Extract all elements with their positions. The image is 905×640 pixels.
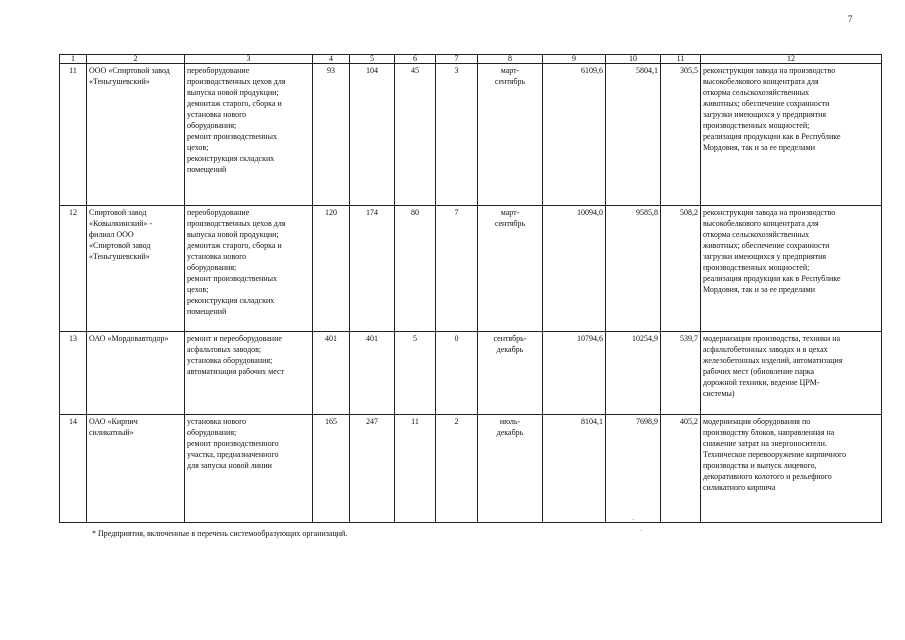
expected-result: модернизация оборудования по производству блоков, направленная на снижение затрат на энергоносители. Техническое перевооружение кирпичного производства и выпуск лицевого, декоративного колотого и рельефного силикатного кирпича [701,415,882,523]
cell-col5: 174 [350,206,395,332]
col-header: 9 [543,55,606,64]
cell-col10: 7698,9 [606,415,661,523]
col-header: 5 [350,55,395,64]
organization-name: ОАО «Мордовавтодор» [87,332,185,415]
cell-col7: 0 [436,332,478,415]
col-header: 7 [436,55,478,64]
period: март- сентябрь [478,64,543,206]
cell-col5: 247 [350,415,395,523]
cell-col9: 6109,6 [543,64,606,206]
planned-works: установка нового оборудования; ремонт производственного участка, предназначенного для запуска новой линии [185,415,313,523]
col-header: 1 [60,55,87,64]
table-row [60,332,882,415]
cell-col7: 2 [436,415,478,523]
expected-result: реконструкция завода на производство высокобелкового концентрата для откорма сельскохозяйственных животных; обеспечение сохранности загрузки имеющихся у предприятия производственных мощностей; реализация продукции как в Республике Мордовия, так и за ее пределами [701,206,882,332]
table-row [60,415,882,523]
cell-col7: 7 [436,206,478,332]
organization-name: ООО «Спиртовой завод «Теньгушевский» [87,64,185,206]
planned-works: ремонт и переоборудование асфальтовых заводов; установка оборудования; автоматизация рабочих мест [185,332,313,415]
cell-col11: 539,7 [661,332,701,415]
expected-result: реконструкция завода на производство высокобелкового концентрата для откорма сельскохозяйственных животных; обеспечение сохранности загрузки имеющихся у предприятия производственных мощностей; реализация продукции как в Республике Мордовия, так и за ее пределами [701,64,882,206]
enterprise-table [59,54,882,523]
col-header: 6 [395,55,436,64]
cell-col4: 401 [313,332,350,415]
table-row [60,206,882,332]
period: июль- декабрь [478,415,543,523]
scan-dot: · [640,527,643,535]
cell-col5: 104 [350,64,395,206]
cell-col7: 3 [436,64,478,206]
page-number: 7 [848,14,853,24]
row-number: 14 [60,415,87,523]
period: сентябрь- декабрь [478,332,543,415]
table-row [60,64,882,206]
cell-col6: 11 [395,415,436,523]
cell-col5: 401 [350,332,395,415]
column-number-row [60,55,882,64]
row-number: 13 [60,332,87,415]
col-header: 12 [701,55,882,64]
cell-col11: 405,2 [661,415,701,523]
cell-col4: 165 [313,415,350,523]
organization-name: ОАО «Кирпич силикатный» [87,415,185,523]
organization-name: Спиртовой завод «Ковылкинский» - филиал ООО «Спиртовой завод «Теньгушевский» [87,206,185,332]
col-header: 4 [313,55,350,64]
col-header: 2 [87,55,185,64]
cell-col9: 10794,6 [543,332,606,415]
expected-result: модернизация производства, техники на асфальтобетонных заводах и в цехах железобетонных изделий, автоматизация рабочих мест (обновление парка дорожной техники, ведение ЦРМ- системы) [701,332,882,415]
cell-col6: 5 [395,332,436,415]
planned-works: переоборудование производственных цехов для выпуска новой продукции; демонтаж старого, сборка и установка нового оборудования; ремонт производственных цехов; реконструкция складских помещений [185,64,313,206]
col-header: 3 [185,55,313,64]
footnote: * Предприятия, включенные в перечень системообразующих организаций. [92,529,348,538]
cell-col10: 5804,1 [606,64,661,206]
cell-col11: 508,2 [661,206,701,332]
cell-col9: 10094,0 [543,206,606,332]
col-header: 8 [478,55,543,64]
cell-col10: 9585,8 [606,206,661,332]
cell-col9: 8104,1 [543,415,606,523]
cell-col11: 305,5 [661,64,701,206]
row-number: 11 [60,64,87,206]
row-number: 12 [60,206,87,332]
cell-col6: 80 [395,206,436,332]
cell-col10: 10254,9 [606,332,661,415]
planned-works: переоборудование производственных цехов для выпуска новой продукции; демонтаж старого, сборка и установка нового оборудования; ремонт производственных цехов; реконструкция складских помещений [185,206,313,332]
period: март- сентябрь [478,206,543,332]
col-header: 10 [606,55,661,64]
scan-dot: · [632,516,635,524]
cell-col4: 93 [313,64,350,206]
col-header: 11 [661,55,701,64]
cell-col4: 120 [313,206,350,332]
cell-col6: 45 [395,64,436,206]
